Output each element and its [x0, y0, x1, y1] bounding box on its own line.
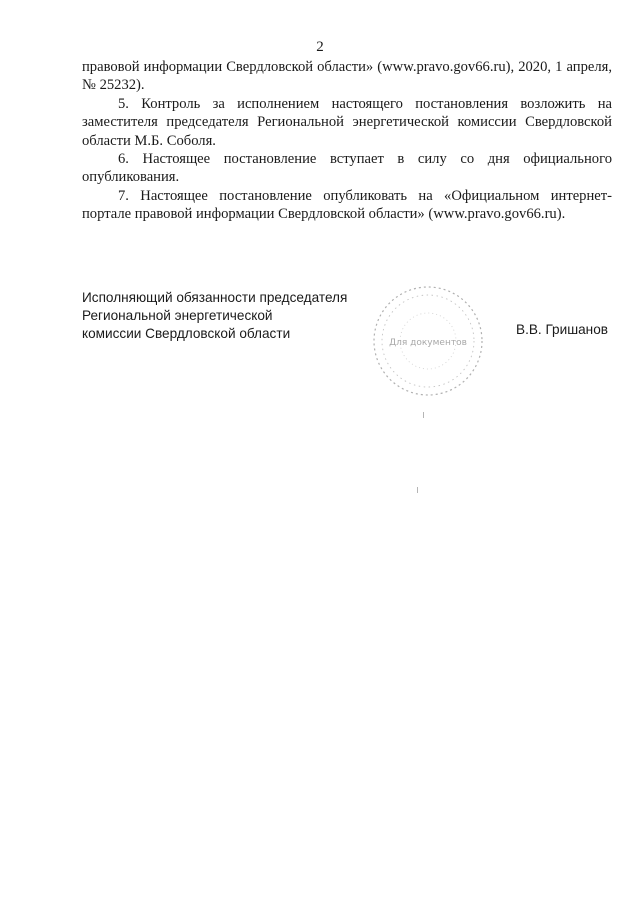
stamp-text: Для документов	[389, 338, 467, 348]
paragraph-continuation: правовой информации Свердловской области» (www.pravo.gov66.ru), 2020, 1 апреля, № 25232).	[82, 59, 612, 94]
signatory-name: В.В. Гришанов	[516, 322, 608, 337]
paragraph-7: 7. Настоящее постановление опубликовать на «Официальном интернет-портале правовой информации Свердловской области» (www.pravo.gov66.ru).	[82, 187, 612, 223]
scan-mark	[423, 412, 424, 418]
signatory-position	[82, 289, 382, 343]
scan-mark	[417, 487, 418, 493]
paragraph-6: 6. Настоящее постановление вступает в силу со дня официального опубликования.	[82, 151, 612, 186]
signatory-position-line: комиссии Свердловской области	[82, 326, 291, 341]
document-body	[82, 58, 612, 224]
paragraph-5: 5. Контроль за исполнением настоящего постановления возложить на заместителя председателя Региональной энергетической комиссии Свердловской области М.Б. Соболя.	[82, 95, 612, 149]
page-number: 2	[316, 39, 324, 55]
signatory-position-line: Региональной энергетической	[82, 308, 273, 323]
signatory-position-line: Исполняющий обязанности председателя	[82, 290, 348, 305]
official-stamp	[368, 282, 488, 400]
